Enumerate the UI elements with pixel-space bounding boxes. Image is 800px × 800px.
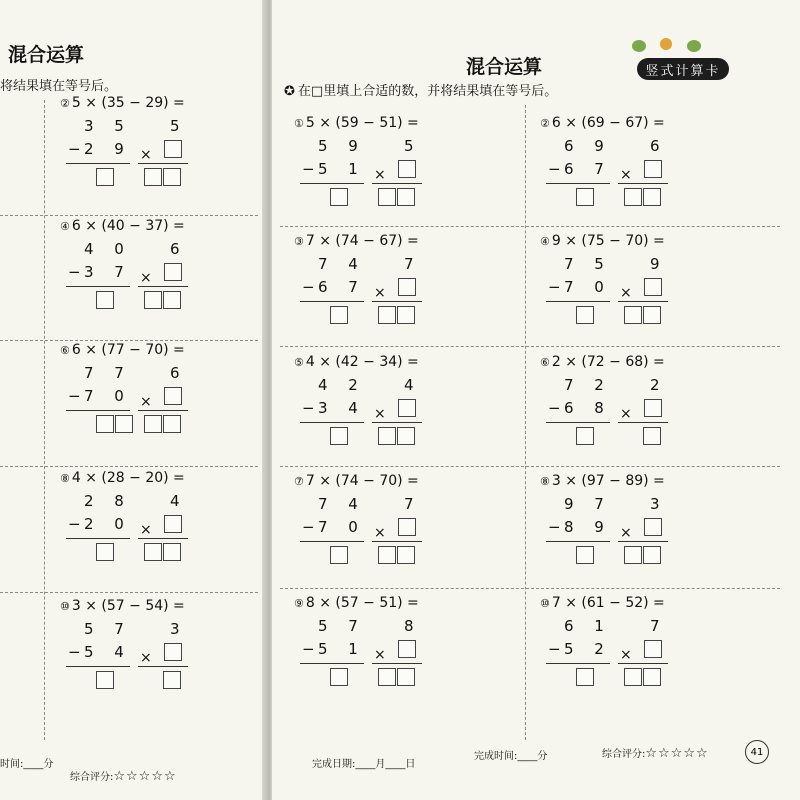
problem-equation: 6 × (40 − 37) =: [71, 218, 185, 234]
times-sign: ×: [620, 647, 632, 663]
multiplication-line: [618, 301, 668, 302]
minus-sign: −: [548, 160, 561, 178]
answer-box[interactable]: [330, 306, 348, 324]
problem-cell: [60, 218, 268, 338]
minuend: 6 1: [564, 617, 612, 635]
problem-expression: [60, 342, 185, 358]
answer-box[interactable]: [644, 640, 662, 658]
minuend: 5 7: [84, 620, 132, 638]
answer-box[interactable]: [378, 188, 396, 206]
problem-equation: 5 × (35 − 29) =: [71, 95, 185, 111]
minus-sign: −: [302, 160, 315, 178]
problem-equation: 7 × (74 − 70) =: [305, 473, 419, 489]
multiplier: 7: [650, 617, 660, 635]
multiplier: 2: [650, 376, 660, 394]
multiplier: 3: [170, 620, 180, 638]
problem-number: ⑦: [294, 475, 304, 488]
left-page: [0, 0, 268, 800]
minuend: 7 5: [564, 255, 612, 273]
multiplier: 6: [170, 240, 180, 258]
answer-box[interactable]: [163, 291, 181, 309]
subtrahend: 8 9: [564, 518, 612, 536]
answer-box[interactable]: [576, 306, 594, 324]
answer-box[interactable]: [624, 668, 642, 686]
subtraction-line: [66, 163, 130, 164]
problem-number: ②: [540, 117, 550, 130]
problem-equation: 9 × (75 − 70) =: [551, 233, 665, 249]
problem-number: ①: [294, 117, 304, 130]
subtrahend: 7 0: [564, 278, 612, 296]
answer-box[interactable]: [398, 518, 416, 536]
grid-divider: [280, 226, 780, 227]
grid-divider: [0, 215, 258, 216]
answer-box[interactable]: [624, 546, 642, 564]
problem-cell: [60, 342, 268, 462]
answer-box[interactable]: [397, 546, 415, 564]
multiplier: 4: [170, 492, 180, 510]
multiplier: 3: [650, 495, 660, 513]
problem-cell: [294, 115, 514, 235]
times-sign: ×: [374, 406, 386, 422]
left-instruction: 将结果填在等号后。: [0, 79, 118, 94]
subtraction-line: [300, 301, 364, 302]
problem-number: ⑥: [60, 344, 70, 357]
problem-expression: [60, 218, 185, 234]
page-number: 41: [745, 740, 769, 764]
problem-cell: [294, 473, 514, 593]
problem-cell: [60, 95, 268, 215]
minus-sign: −: [68, 515, 81, 533]
multiplication-line: [372, 301, 422, 302]
times-sign: ×: [620, 285, 632, 301]
problem-cell: [540, 354, 760, 474]
minus-sign: −: [548, 640, 561, 658]
times-sign: ×: [374, 285, 386, 301]
instruction-star-icon: ✪: [284, 84, 295, 99]
times-sign: ×: [140, 650, 152, 666]
minus-sign: −: [302, 278, 315, 296]
answer-box[interactable]: [164, 643, 182, 661]
problem-expression: [540, 595, 665, 611]
problem-equation: 3 × (57 − 54) =: [71, 598, 185, 614]
minuend: 7 4: [318, 255, 366, 273]
right-instruction: [284, 80, 557, 99]
problem-equation: 7 × (74 − 67) =: [305, 233, 419, 249]
grid-divider: [0, 592, 258, 593]
multiplication-line: [138, 666, 188, 667]
subtraction-line: [300, 183, 364, 184]
subtrahend: 2 9: [84, 140, 132, 158]
answer-box[interactable]: [624, 306, 642, 324]
problem-cell: [540, 473, 760, 593]
multiplication-line: [138, 286, 188, 287]
answer-box[interactable]: [576, 427, 594, 445]
answer-box[interactable]: [576, 188, 594, 206]
answer-box[interactable]: [164, 515, 182, 533]
multiplier: 5: [170, 117, 180, 135]
subtraction-line: [66, 666, 130, 667]
answer-box[interactable]: [397, 427, 415, 445]
times-sign: ×: [620, 525, 632, 541]
answer-box[interactable]: [398, 278, 416, 296]
answer-box[interactable]: [644, 278, 662, 296]
answer-box[interactable]: [644, 160, 662, 178]
answer-box[interactable]: [330, 188, 348, 206]
answer-box[interactable]: [330, 668, 348, 686]
problem-expression: [540, 354, 665, 370]
problem-number: ⑥: [540, 356, 550, 369]
problem-expression: [60, 598, 185, 614]
multiplication-line: [618, 183, 668, 184]
problem-number: ⑨: [294, 597, 304, 610]
answer-box[interactable]: [644, 399, 662, 417]
problem-cell: [60, 598, 268, 718]
problem-cell: [540, 115, 760, 235]
answer-box[interactable]: [164, 263, 182, 281]
problem-equation: 8 × (57 − 51) =: [305, 595, 419, 611]
answer-box[interactable]: [398, 399, 416, 417]
minuend: 7 4: [318, 495, 366, 513]
problem-equation: 4 × (42 − 34) =: [305, 354, 419, 370]
answer-box[interactable]: [144, 543, 162, 561]
right-rating-stars: ☆☆☆☆☆: [645, 746, 709, 761]
answer-box[interactable]: [378, 306, 396, 324]
subtrahend: 6 7: [564, 160, 612, 178]
answer-box[interactable]: [644, 518, 662, 536]
answer-box[interactable]: [96, 415, 114, 433]
problem-equation: 7 × (61 − 52) =: [551, 595, 665, 611]
multiplier: 7: [404, 255, 414, 273]
multiplication-line: [618, 422, 668, 423]
answer-box[interactable]: [144, 415, 162, 433]
multiplier: 6: [650, 137, 660, 155]
problem-expression: [294, 473, 419, 489]
problem-expression: [60, 470, 185, 486]
problem-number: ⑩: [60, 600, 70, 613]
minuend: 4 2: [318, 376, 366, 394]
multiplication-line: [372, 422, 422, 423]
problem-cell: [540, 595, 760, 715]
multiplier: 5: [404, 137, 414, 155]
decorative-leaf: [632, 40, 646, 52]
subtraction-line: [546, 663, 610, 664]
answer-box[interactable]: [330, 546, 348, 564]
answer-box[interactable]: [576, 546, 594, 564]
answer-box[interactable]: [643, 188, 661, 206]
problem-cell: [294, 354, 514, 474]
subtrahend: 7 0: [318, 518, 366, 536]
minuend: 6 9: [564, 137, 612, 155]
decorative-flower: [660, 38, 672, 50]
times-sign: ×: [140, 270, 152, 286]
problem-equation: 6 × (69 − 67) =: [551, 115, 665, 131]
multiplication-line: [618, 541, 668, 542]
times-sign: ×: [374, 647, 386, 663]
answer-box[interactable]: [164, 387, 182, 405]
problem-expression: [294, 115, 419, 131]
vertical-calc-badge: 竖式计算卡: [637, 58, 729, 80]
answer-box[interactable]: [163, 543, 181, 561]
multiplier: 7: [404, 495, 414, 513]
subtraction-line: [546, 541, 610, 542]
minuend: 2 8: [84, 492, 132, 510]
problem-number: ④: [60, 220, 70, 233]
minus-sign: −: [68, 140, 81, 158]
times-sign: ×: [140, 394, 152, 410]
subtrahend: 6 8: [564, 399, 612, 417]
subtrahend: 5 1: [318, 640, 366, 658]
grid-divider: [0, 340, 258, 341]
multiplication-line: [372, 183, 422, 184]
problem-expression: [294, 233, 419, 249]
times-sign: ×: [140, 147, 152, 163]
problem-cell: [60, 470, 268, 590]
multiplication-line: [138, 163, 188, 164]
times-sign: ×: [374, 525, 386, 541]
answer-box[interactable]: [643, 546, 661, 564]
grid-divider: [0, 466, 258, 467]
subtraction-line: [546, 183, 610, 184]
subtraction-line: [66, 538, 130, 539]
minus-sign: −: [68, 387, 81, 405]
minuend: 3 5: [84, 117, 132, 135]
problem-number: ⑤: [294, 356, 304, 369]
multiplier: 8: [404, 617, 414, 635]
answer-box[interactable]: [164, 140, 182, 158]
multiplication-line: [618, 663, 668, 664]
left-rating: [70, 768, 177, 784]
right-rating-label: 综合评分:: [602, 749, 646, 760]
left-page-title: 混合运算: [8, 44, 85, 66]
problem-equation: 3 × (97 − 89) =: [551, 473, 665, 489]
problem-expression: [294, 595, 419, 611]
grid-divider: [280, 346, 780, 347]
grid-divider: [280, 588, 780, 589]
right-page-title: 混合运算: [466, 56, 543, 78]
left-rating-stars: ☆☆☆☆☆: [113, 769, 177, 784]
answer-box[interactable]: [144, 291, 162, 309]
left-rating-label: 综合评分:: [70, 772, 114, 783]
multiplier: 6: [170, 364, 180, 382]
minus-sign: −: [548, 278, 561, 296]
answer-box[interactable]: [378, 427, 396, 445]
times-sign: ×: [620, 167, 632, 183]
answer-box[interactable]: [96, 291, 114, 309]
multiplication-line: [372, 541, 422, 542]
answer-box[interactable]: [397, 306, 415, 324]
problem-equation: 6 × (77 − 70) =: [71, 342, 185, 358]
subtraction-line: [66, 286, 130, 287]
minuend: 5 7: [318, 617, 366, 635]
answer-box[interactable]: [163, 168, 181, 186]
subtrahend: 3 4: [318, 399, 366, 417]
minus-sign: −: [68, 643, 81, 661]
problem-cell: [294, 595, 514, 715]
answer-box[interactable]: [330, 427, 348, 445]
problem-expression: [540, 233, 665, 249]
answer-box[interactable]: [643, 427, 661, 445]
minuend: 9 7: [564, 495, 612, 513]
minuend: 7 2: [564, 376, 612, 394]
problem-cell: [540, 233, 760, 353]
minus-sign: −: [548, 518, 561, 536]
answer-box[interactable]: [643, 668, 661, 686]
left-time-label: 时间:____分: [0, 759, 54, 770]
subtraction-line: [300, 541, 364, 542]
minus-sign: −: [302, 518, 315, 536]
times-sign: ×: [140, 522, 152, 538]
problem-number: ④: [540, 235, 550, 248]
subtraction-line: [546, 422, 610, 423]
subtraction-line: [300, 422, 364, 423]
subtrahend: 5 1: [318, 160, 366, 178]
answer-box[interactable]: [163, 415, 181, 433]
answer-box[interactable]: [96, 168, 114, 186]
minus-sign: −: [548, 399, 561, 417]
completion-date-label: 完成日期:____月____日: [312, 759, 416, 770]
multiplication-line: [138, 410, 188, 411]
right-grid-divider: [525, 105, 526, 740]
answer-box[interactable]: [397, 668, 415, 686]
left-grid-divider: [44, 100, 45, 740]
problem-equation: 2 × (72 − 68) =: [551, 354, 665, 370]
subtrahend: 3 7: [84, 263, 132, 281]
subtrahend: 6 7: [318, 278, 366, 296]
times-sign: ×: [374, 167, 386, 183]
answer-box[interactable]: [576, 668, 594, 686]
minuend: 4 0: [84, 240, 132, 258]
problem-expression: [60, 95, 185, 111]
problem-number: ⑧: [540, 475, 550, 488]
times-sign: ×: [620, 406, 632, 422]
problem-number: ⑧: [60, 472, 70, 485]
subtrahend: 5 4: [84, 643, 132, 661]
minuend: 7 7: [84, 364, 132, 382]
problem-equation: 4 × (28 − 20) =: [71, 470, 185, 486]
answer-box[interactable]: [624, 188, 642, 206]
answer-box[interactable]: [397, 188, 415, 206]
answer-box[interactable]: [96, 543, 114, 561]
answer-box[interactable]: [398, 160, 416, 178]
answer-box[interactable]: [378, 668, 396, 686]
answer-box[interactable]: [144, 168, 162, 186]
right-instruction-text: 在□里填上合适的数，并将结果填在等号后。: [297, 84, 558, 99]
subtrahend: 5 2: [564, 640, 612, 658]
grid-divider: [280, 466, 780, 467]
problem-number: ②: [60, 97, 70, 110]
answer-box[interactable]: [643, 306, 661, 324]
completion-time-label: 完成时间:____分: [474, 751, 548, 762]
problem-number: ③: [294, 235, 304, 248]
multiplier: 4: [404, 376, 414, 394]
problem-expression: [294, 354, 419, 370]
subtrahend: 7 0: [84, 387, 132, 405]
minus-sign: −: [302, 399, 315, 417]
right-rating: [602, 745, 709, 761]
decorative-leaf: [687, 40, 701, 52]
subtraction-line: [300, 663, 364, 664]
minuend: 5 9: [318, 137, 366, 155]
subtraction-line: [66, 410, 130, 411]
problem-expression: [540, 473, 665, 489]
right-page: [272, 0, 800, 800]
subtrahend: 2 0: [84, 515, 132, 533]
multiplier: 9: [650, 255, 660, 273]
problem-equation: 5 × (59 − 51) =: [305, 115, 419, 131]
answer-box[interactable]: [163, 671, 181, 689]
problem-cell: [294, 233, 514, 353]
minus-sign: −: [68, 263, 81, 281]
answer-box[interactable]: [96, 671, 114, 689]
answer-box[interactable]: [378, 546, 396, 564]
answer-box[interactable]: [115, 415, 133, 433]
multiplication-line: [372, 663, 422, 664]
multiplication-line: [138, 538, 188, 539]
problem-expression: [540, 115, 665, 131]
subtraction-line: [546, 301, 610, 302]
minus-sign: −: [302, 640, 315, 658]
problem-number: ⑩: [540, 597, 550, 610]
answer-box[interactable]: [398, 640, 416, 658]
